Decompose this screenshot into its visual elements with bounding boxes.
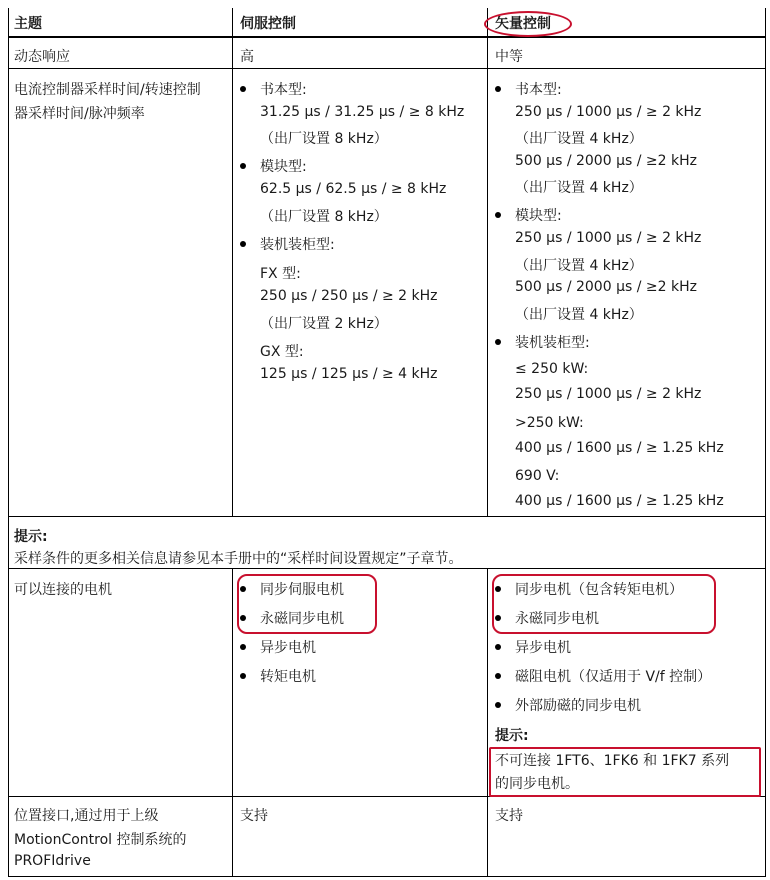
bullet-icon xyxy=(495,644,501,650)
vector-position-support: 支持 xyxy=(495,808,523,824)
servo-fx-label: FX 型: xyxy=(260,266,301,282)
red-annotation-box xyxy=(489,747,761,797)
topic-sampling-line: 电流控制器采样时间/转速控制 xyxy=(14,82,201,98)
red-annotation-box xyxy=(237,574,377,634)
vector-booksize-value: 250 μs / 1000 μs / ≥ 2 kHz xyxy=(515,104,702,120)
bullet-icon xyxy=(495,673,501,679)
column-divider xyxy=(232,8,233,517)
topic-sampling-line: 器采样时间/脉冲频率 xyxy=(14,106,145,122)
vector-chassis-label: 装机装柜型: xyxy=(515,335,590,351)
vector-booksize-default: （出厂设置 4 kHz） xyxy=(515,180,643,196)
vector-power-label: ≤ 250 kW: xyxy=(515,361,589,377)
vector-booksize-value: 500 μs / 2000 μs / ≥2 kHz xyxy=(515,153,697,169)
vector-motor-note-line: 的同步电机。 xyxy=(495,776,579,792)
topic-position-interface: MotionControl 控制系统的 xyxy=(14,832,187,848)
row-divider xyxy=(8,568,766,569)
topic-connectable-motors: 可以连接的电机 xyxy=(14,582,112,598)
vector-motor-item: 永磁同步电机 xyxy=(515,611,599,627)
servo-motor-item: 转矩电机 xyxy=(260,669,316,685)
row-divider xyxy=(8,876,766,877)
bullet-icon xyxy=(240,241,246,247)
bullet-icon xyxy=(495,339,501,345)
column-divider xyxy=(232,568,233,877)
vector-dynamic-response: 中等 xyxy=(495,49,523,65)
header-servo-control: 伺服控制 xyxy=(240,16,296,32)
vector-motor-item: 磁阻电机（仅适用于 V/f 控制） xyxy=(515,669,712,685)
row-divider xyxy=(8,68,766,69)
servo-motor-item: 同步伺服电机 xyxy=(260,582,344,598)
bullet-icon xyxy=(495,702,501,708)
column-divider xyxy=(765,8,766,877)
header-vector-control: 矢量控制 xyxy=(495,16,551,32)
servo-gx-label: GX 型: xyxy=(260,344,304,360)
vector-motor-note-title: 提示: xyxy=(495,728,529,744)
servo-fx-default: （出厂设置 2 kHz） xyxy=(260,316,388,332)
servo-position-support: 支持 xyxy=(240,808,268,824)
vector-voltage-label: 690 V: xyxy=(515,468,560,484)
servo-module-label: 模块型: xyxy=(260,159,307,175)
column-divider xyxy=(487,568,488,877)
servo-motor-item: 永磁同步电机 xyxy=(260,611,344,627)
column-divider xyxy=(487,8,488,517)
topic-position-interface: PROFIdrive xyxy=(14,853,91,869)
bullet-icon xyxy=(240,644,246,650)
servo-dynamic-response: 高 xyxy=(240,49,254,65)
note-title: 提示: xyxy=(14,529,48,545)
row-divider xyxy=(8,516,766,517)
servo-booksize-value: 31.25 μs / 31.25 μs / ≥ 8 kHz xyxy=(260,104,465,120)
topic-position-interface: 位置接口,通过用于上级 xyxy=(14,808,159,824)
note-text: 采样条件的更多相关信息请参见本手册中的“采样时间设置规定”子章节。 xyxy=(14,551,463,567)
red-annotation-oval xyxy=(484,11,572,37)
servo-chassis-label: 装机装柜型: xyxy=(260,237,335,253)
red-annotation-box xyxy=(492,574,716,634)
bullet-icon xyxy=(240,86,246,92)
vector-motor-item: 外部励磁的同步电机 xyxy=(515,698,641,714)
servo-gx-value: 125 μs / 125 μs / ≥ 4 kHz xyxy=(260,366,438,382)
servo-booksize-label: 书本型: xyxy=(260,82,307,98)
topic-dynamic-response: 动态响应 xyxy=(14,49,70,65)
column-divider xyxy=(8,8,9,877)
bullet-icon xyxy=(240,163,246,169)
servo-booksize-default: （出厂设置 8 kHz） xyxy=(260,131,388,147)
vector-module-value: 500 μs / 2000 μs / ≥2 kHz xyxy=(515,279,697,295)
bullet-icon xyxy=(240,673,246,679)
servo-module-default: （出厂设置 8 kHz） xyxy=(260,209,388,225)
vector-module-label: 模块型: xyxy=(515,208,562,224)
bullet-icon xyxy=(495,212,501,218)
vector-module-value: 250 μs / 1000 μs / ≥ 2 kHz xyxy=(515,230,702,246)
vector-module-default: （出厂设置 4 kHz） xyxy=(515,258,643,274)
header-rule xyxy=(8,36,766,38)
vector-voltage-value: 400 μs / 1600 μs / ≥ 1.25 kHz xyxy=(515,493,724,509)
vector-motor-note-line: 不可连接 1FT6、1FK6 和 1FK7 系列 xyxy=(495,753,730,769)
header-topic: 主题 xyxy=(14,16,42,32)
vector-motor-item: 异步电机 xyxy=(515,640,571,656)
vector-motor-item: 同步电机（包含转矩电机） xyxy=(515,582,683,598)
servo-fx-value: 250 μs / 250 μs / ≥ 2 kHz xyxy=(260,288,438,304)
vector-power-value: 400 μs / 1600 μs / ≥ 1.25 kHz xyxy=(515,440,724,456)
vector-power-value: 250 μs / 1000 μs / ≥ 2 kHz xyxy=(515,386,702,402)
vector-power-label: >250 kW: xyxy=(515,415,584,431)
vector-booksize-default: （出厂设置 4 kHz） xyxy=(515,131,643,147)
vector-booksize-label: 书本型: xyxy=(515,82,562,98)
servo-module-value: 62.5 μs / 62.5 μs / ≥ 8 kHz xyxy=(260,181,447,197)
bullet-icon xyxy=(495,86,501,92)
vector-module-default: （出厂设置 4 kHz） xyxy=(515,307,643,323)
servo-motor-item: 异步电机 xyxy=(260,640,316,656)
